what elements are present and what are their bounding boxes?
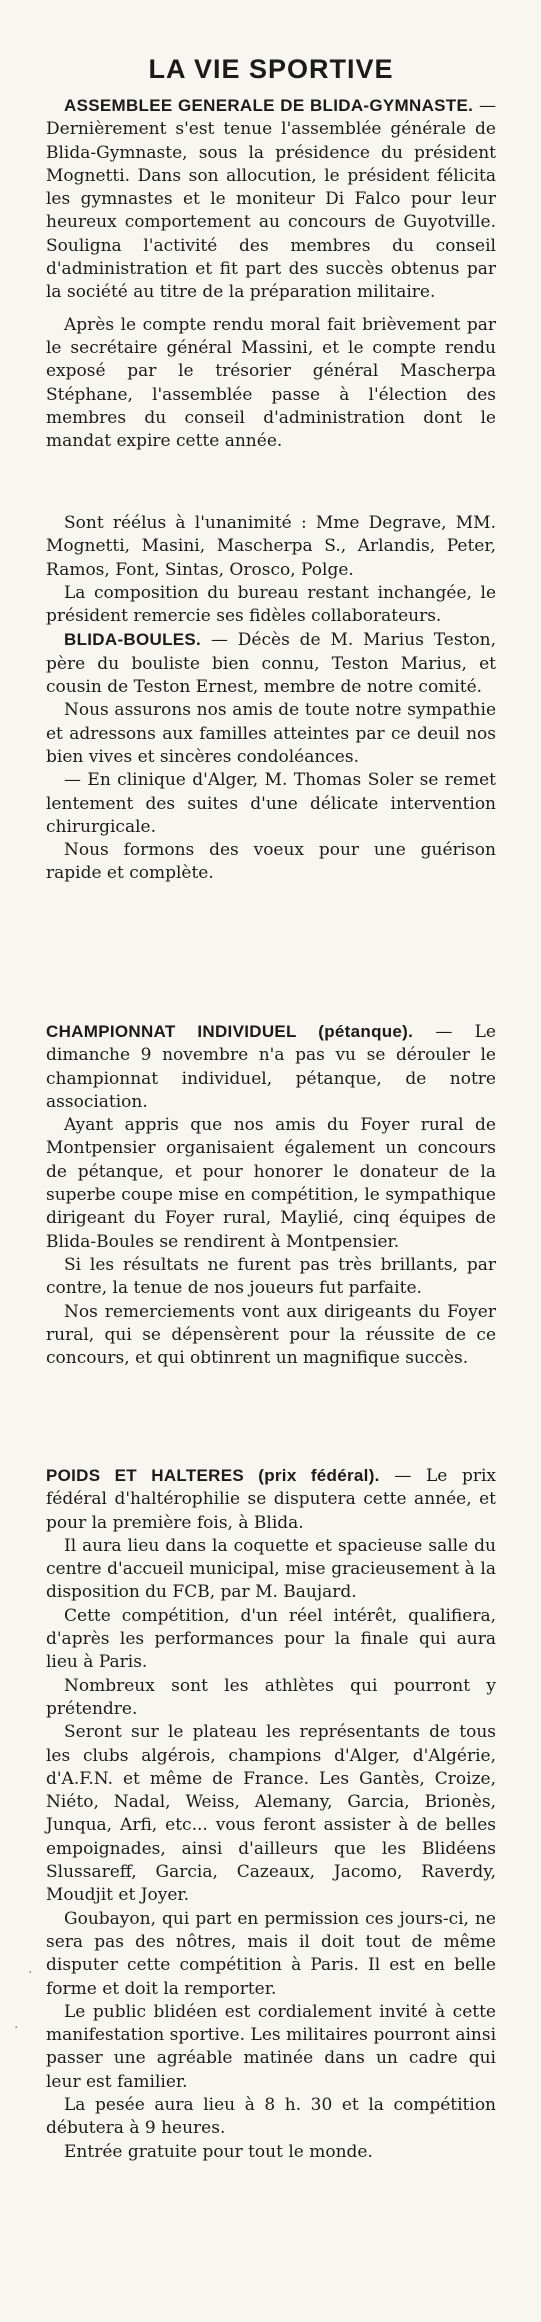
championnat-section xyxy=(46,1020,496,1370)
assemblee-section xyxy=(46,54,496,453)
boules-paragraph-3: — En clinique d'Alger, M. Thomas Soler se remet lentement des suites d'une délicate intervention chirurgicale. xyxy=(46,770,496,837)
poids-paragraph-3: Cette compétition, d'un réel intérêt, qualifiera, d'après les performances pour la finale qui aura lieu à Paris. xyxy=(46,1605,496,1673)
poids-section xyxy=(46,1464,496,2164)
championnat-paragraph-3: Si les résultats ne furent pas très brillants, par contre, la tenue de nos joueurs fut parfaite. xyxy=(46,1254,496,1299)
poids-heading: POIDS ET HALTERES (prix fédéral). xyxy=(46,1466,380,1485)
championnat-paragraph-2: Ayant appris que nos amis du Foyer rural de Montpensier organisaient également un concours de pétanque, et pour honorer le donateur de la superbe coupe mise en compétition, le sympathique dirigeant du Foyer rural, Maylié, cinq équipes de Blida-Boules se rendirent à Montpensier. xyxy=(46,1115,496,1252)
poids-paragraph-7: Le public blidéen est cordialement invité à cette manifestation sportive. Les militaires pourront ainsi passer une agréable matinée dans un cadre qui leur est familier. xyxy=(46,2001,496,2092)
assemblee-heading: ASSEMBLEE GENERALE DE BLIDA-GYMNASTE. xyxy=(64,96,474,115)
assemblee-paragraph-4: La composition du bureau restant inchangée, le président remercie ses fidèles collaborateurs. xyxy=(46,582,496,627)
assemblee-paragraph-3: Sont réélus à l'unanimité : Mme Degrave, MM. Mognetti, Masini, Mascherpa S., Arlandis, Peter, Ramos, Font, Sintas, Orosco, Polge. xyxy=(46,513,496,580)
poids-paragraph-9: Entrée gratuite pour tout le monde. xyxy=(64,2141,373,2162)
championnat-heading: CHAMPIONNAT INDIVIDUEL (pétanque). xyxy=(46,1022,414,1041)
margin-speck: · xyxy=(14,2020,19,2036)
championnat-paragraph-4: Nos remerciements vont aux dirigeants du Foyer rural, qui se dépensèrent pour la réussite de ce concours, et qui obtinrent un magnifique succès. xyxy=(46,1301,496,1369)
poids-paragraph-8: La pesée aura lieu à 8 h. 30 et la compétition débutera à 9 heures. xyxy=(46,2095,496,2139)
boules-paragraph-4: Nous formons des voeux pour une guérison rapide et complète. xyxy=(46,840,496,884)
reelus-section xyxy=(46,512,496,886)
assemblee-paragraph-2: Après le compte rendu moral fait brièvement par le secrétaire général Massini, et le compte rendu exposé par le trésorier général Mascherpa Stéphane, l'assemblée passe à l'élection des membres du conseil d'administration dont le mandat expire cette année. xyxy=(46,314,496,452)
boules-paragraph-1: BLIDA-BOULES. — Décès de M. Marius Teston, père du bouliste bien connu, Teston Marius, et cousin de Teston Ernest, membre de notre comité. xyxy=(46,630,496,698)
page-title: LA VIE SPORTIVE xyxy=(148,54,394,84)
poids-paragraph-2: Il aura lieu dans la coquette et spacieuse salle du centre d'accueil municipal, mise gracieusement à la disposition du FCB, par M. Baujard. xyxy=(46,1535,496,1603)
poids-paragraph-1: POIDS ET HALTERES (prix fédéral). — Le prix fédéral d'haltérophilie se disputera cette année, et pour la première fois, à Blida. xyxy=(46,1466,496,1533)
boules-heading: BLIDA-BOULES. xyxy=(64,630,202,650)
assemblee-paragraph-1: ASSEMBLEE GENERALE DE BLIDA-GYMNASTE. — Dernièrement s'est tenue l'assemblée générale de Blida-Gymnaste, sous la présidence du président Mognetti. Dans son allocution, le président félicita les gymnastes et le moniteur Di Falco pour leur heureux comportement au concours de Guyotville. Souligna l'activité des membres du conseil d'administration et fit part des succès obtenus par la société au titre de la préparation militaire. xyxy=(46,96,497,303)
championnat-paragraph-1: CHAMPIONNAT INDIVIDUEL (pétanque). — Le dimanche 9 novembre n'a pas vu se dérouler le championnat individuel, pétanque, de notre association. xyxy=(46,1022,496,1112)
poids-paragraph-4: Nombreux sont les athlètes qui pourront y prétendre. xyxy=(46,1675,496,1719)
boules-paragraph-2: Nous assurons nos amis de toute notre sympathie et adressons aux familles atteintes par ce deuil nos bien vives et sincères condoléances. xyxy=(46,700,496,767)
poids-paragraph-6: Goubayon, qui part en permission ces jours-ci, ne sera pas des nôtres, mais il doit tout de même disputer cette compétition à Paris. Il est en belle forme et doit la remporter. xyxy=(46,1908,496,1999)
margin-speck: · xyxy=(28,1965,33,1981)
poids-paragraph-5: Seront sur le plateau les représentants de tous les clubs algérois, champions d'Alger, d'Algérie, d'A.F.N. et même de France. Les Gantès, Croize, Niéto, Nadal, Weiss, Alemany, Garcia, Brionès, Junqua, Arfi, etc... vous feront assister à de belles empoignades, ainsi d'ailleurs que les Blidéens Slussareff, Garcia, Cazeaux, Jacomo, Raverdy, Moudjit et Joyer. xyxy=(46,1722,496,1906)
